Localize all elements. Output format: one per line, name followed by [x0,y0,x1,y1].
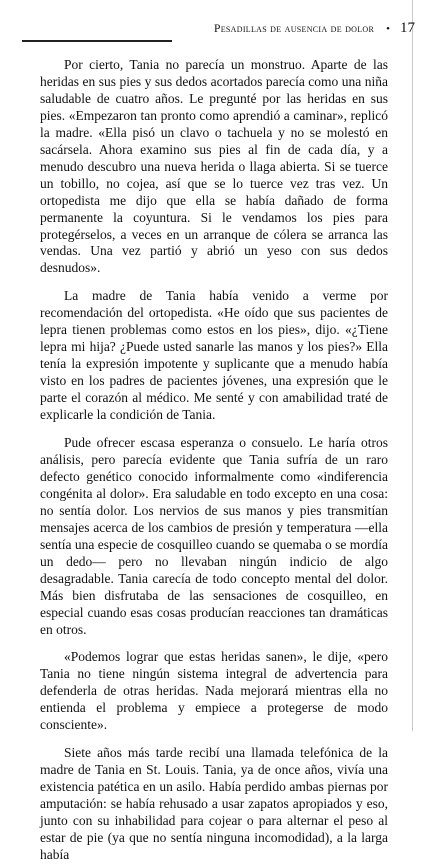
header-bullet: • [386,23,390,35]
paragraph: La madre de Tania había venido a verme por recomendación del ortopedista. «He oído que sus pacientes de lepra tienen problemas como estos en los pies», dijo. «¿Tiene lepra mi hija? ¿Puede usted sanarle las manos y los pies?» Ella tenía la expresión impotente y suplicante que a menudo había visto en los padres de pacientes jóvenes, una expresión que le parte el corazón al médico. Me senté y con amabilidad traté de explicarle la condición de Tania. [40,288,388,423]
page-edge-line [412,0,413,731]
running-head: Pesadillas de ausencia de dolor [214,23,375,35]
paragraph: Pude ofrecer escasa esperanza o consuelo. Le haría otros análisis, pero parecía evidente que Tania sufría de un raro defecto genético conocido informalmente como «indiferencia congénita al dolor». Era saludable en todo excepto en una cosa: no sentía dolor. Los nervios de sus manos y pies transmitían mensajes acerca de los cambios de presión y temperatura —ella sentía una especie de cosquilleo cuando se quemaba o se mordía un dedo— pero no llevaban ningún indicio de algo desagradable. Tania carecía de todo concepto mental del dolor. Más bien disfrutaba de las sensaciones de cosquilleo, en especial cuando esas cosas producían reacciones tan dramáticas en otros. [40,435,388,637]
page-header [20,20,415,40]
page-number: 17 [400,20,415,36]
paragraph: Por cierto, Tania no parecía un monstruo. Aparte de las heridas en sus pies y sus dedos acortados parecía como una niña saludable de cuatro años. Le pregunté por las heridas en sus pies. «Empezaron tan pronto como aprendió a caminar», replicó la madre. «Ella pisó un clavo o tachuela y no se molestó en sacársela. Ahora examino sus pies al fin de cada día, y a menudo descubro una nueva herida o llaga abierta. Si se tuerce un tobillo, no cojea, así que se lo tuerce vez tras vez. Un ortopedista me dijo que ella se había dañado de forma permanente la coyuntura. Si le vendamos los pies para protegérselos, a veces en un arranque de cólera se arranca las vendas. Una vez partió y abrió un yeso con sus dedos desnudos». [40,57,388,276]
paragraph: Siete años más tarde recibí una llamada telefónica de la madre de Tania en St. Louis. Tania, ya de once años, vivía una existencia patética en un asilo. Había perdido ambas piernas por amputación: se había rehusado a usar zapatos apropiados y eso, junto con su inhabilidad para cojear o para alternar el peso al estar de pie (ya que no sentía ninguna incomodidad), a la larga había [40,745,388,862]
header-rule [22,40,172,42]
body-text [40,57,388,864]
paragraph: «Podemos lograr que estas heridas sanen», le dije, «pero Tania no tiene ningún sistema integral de advertencia para defenderla de otras heridas. Nada mejorará mientras ella no entienda el problema y empiece a protegerse de modo consciente». [40,649,388,733]
